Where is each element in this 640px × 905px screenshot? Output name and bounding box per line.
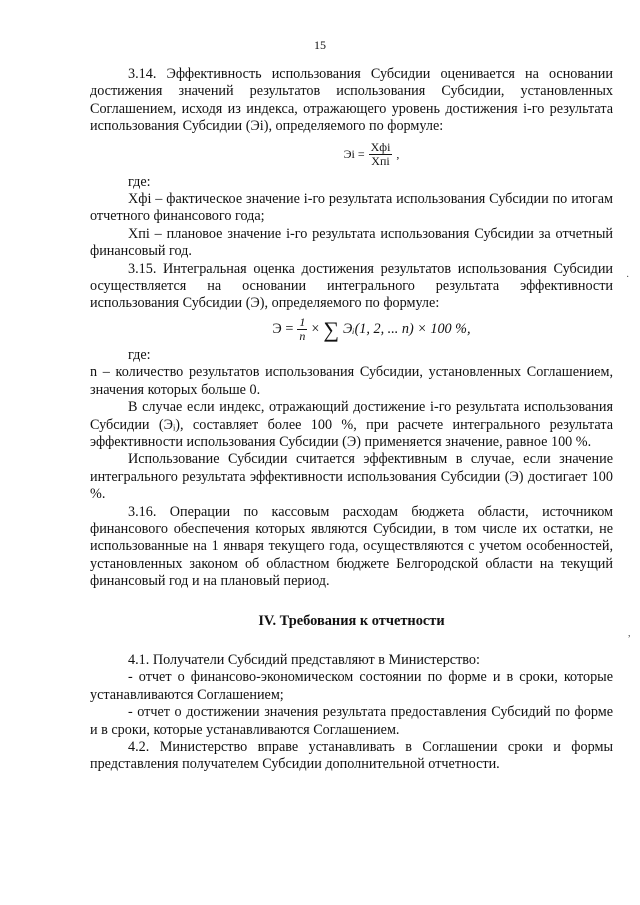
formula2-numerator: 1 bbox=[299, 315, 306, 330]
scan-tick-mark: , bbox=[628, 628, 631, 639]
formula-fraction bbox=[369, 141, 393, 168]
formula2-denominator: n bbox=[299, 329, 306, 344]
definition-xf: Xфi – фактическое значение i-го результата использования Субсидии по итогам отчетного финансового года; bbox=[90, 191, 613, 225]
section-heading-iv: IV. Требования к отчетности bbox=[258, 612, 445, 629]
formula2-sum-symbol: ∑ bbox=[323, 316, 340, 342]
paragraph-3-15: 3.15. Интегральная оценка достижения результатов использования Субсидии осуществляется на основании интегрального результата эффективности использования Субсидии (Э), определяемого по формуле: bbox=[90, 260, 613, 312]
paragraph-4-1: 4.1. Получатели Субсидий представляют в Министерство: bbox=[128, 651, 480, 668]
paragraph-3-16: 3.16. Операции по кассовым расходам бюджета области, источником финансового обеспечения которых являются Субсидии, в том числе их остатки, не использованные на 1 января текущего года, осуществляются с учетом особенностей, установленных законом об областном бюджете Белгородской области на текущий финансовый год и на плановый период. bbox=[90, 503, 613, 590]
list-item-result-report: - отчет о достижении значения результата предоставления Субсидий по форме и в сроки, которые устанавливаются Соглашением. bbox=[90, 704, 613, 738]
paragraph-index-over-100: В случае если индекс, отражающий достижение i-го результата использования Субсидии (Эᵢ), составляет более 100 %, при расчете интегрального результата эффективности использования Субсидии (Э) применяется значение, равное 100 %. bbox=[90, 399, 613, 450]
formula2-fraction bbox=[297, 316, 307, 343]
formula-lhs: Эi = bbox=[343, 146, 365, 161]
where-label-1: где: bbox=[128, 173, 151, 190]
definition-xp: Xпi – плановое значение i-го результата использования Субсидии за отчетный финансовый год. bbox=[90, 225, 613, 260]
formula-numerator: Xфi bbox=[370, 140, 391, 155]
paragraph-effective-use: Использование Субсидии считается эффективным в случае, если значение интегрального результата эффективности использования Субсидии (Э) достигает 100 %. bbox=[90, 451, 613, 503]
formula-end: , bbox=[396, 146, 400, 161]
formula2-rhs: Эᵢ(1, 2, ... n) × 100 %, bbox=[343, 321, 471, 338]
formula-integral-efficiency bbox=[130, 313, 613, 347]
page-number: 15 bbox=[314, 38, 326, 52]
paragraph-4-2: 4.2. Министерство вправе устанавливать в Соглашении сроки и формы представления получателем Субсидии дополнительной отчетности. bbox=[90, 739, 613, 773]
where-label-2: где: bbox=[128, 346, 151, 363]
scan-dot-mark: · bbox=[626, 272, 630, 283]
paragraph-3-14: 3.14. Эффективность использования Субсидии оценивается на основании достижения значений результатов использования Субсидии, установленных Соглашением, исходя из индекса, отражающего уровень достижения i-го результата использования Субсидии (Эi), определяемого по формуле: bbox=[90, 66, 613, 135]
document-body bbox=[90, 66, 613, 774]
formula-denominator: Xпi bbox=[371, 154, 390, 169]
formula2-times: × bbox=[311, 321, 320, 338]
definition-n: n – количество результатов использования Субсидии, установленных Соглашением, значения которых больше 0. bbox=[90, 364, 613, 398]
list-item-financial-report: - отчет о финансово-экономическом состоянии по форме и в сроки, которые устанавливаются Соглашением; bbox=[90, 669, 613, 703]
formula2-lhs: Э = bbox=[272, 321, 294, 338]
formula-efficiency-index bbox=[90, 136, 613, 174]
